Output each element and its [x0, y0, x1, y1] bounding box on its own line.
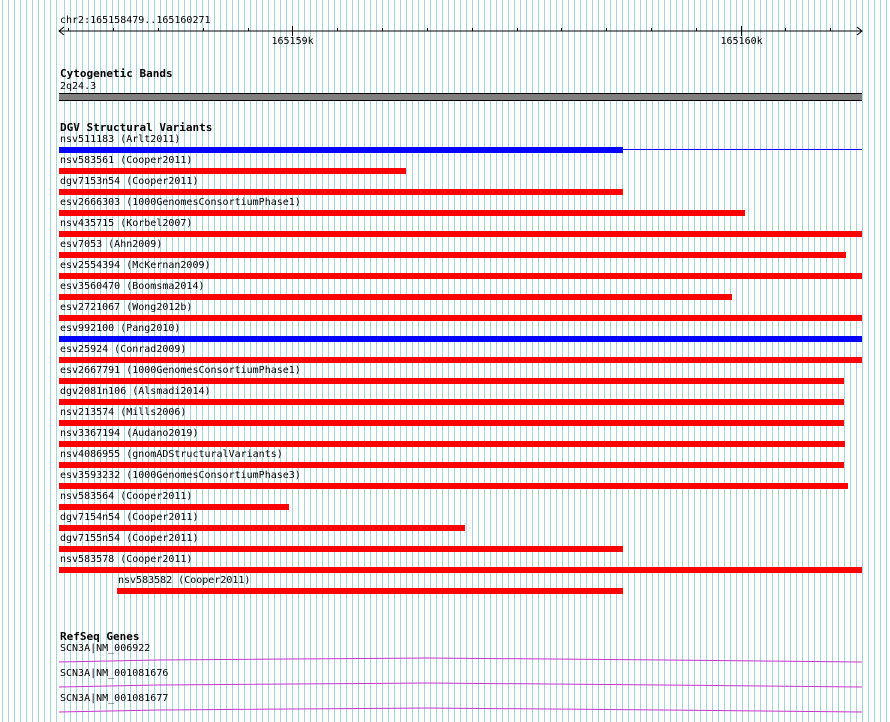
- ruler-tick-label: 165159k: [271, 36, 314, 47]
- variant-label[interactable]: dgv2081n106 (Alsmadi2014): [60, 386, 211, 397]
- variant-label[interactable]: dgv7153n54 (Cooper2011): [60, 176, 199, 187]
- variant-bar[interactable]: [59, 462, 844, 468]
- variant-bar[interactable]: [59, 441, 845, 447]
- variant-label[interactable]: dgv7155n54 (Cooper2011): [60, 533, 199, 544]
- variant-label[interactable]: nsv511183 (Arlt2011): [60, 134, 181, 145]
- track-title-refseq: RefSeq Genes: [60, 630, 140, 643]
- variant-bar[interactable]: [59, 546, 623, 552]
- variant-bar[interactable]: [59, 336, 862, 342]
- variant-label[interactable]: esv7053 (Ahn2009): [60, 239, 163, 250]
- variant-label[interactable]: esv2721067 (Wong2012b): [60, 302, 193, 313]
- gene-intron-line: [59, 683, 862, 687]
- variant-label[interactable]: esv25924 (Conrad2009): [60, 344, 187, 355]
- variant-bar[interactable]: [59, 525, 465, 531]
- variant-label[interactable]: nsv4086955 (gnomADStructuralVariants): [60, 449, 283, 460]
- track-title-dgv: DGV Structural Variants: [60, 121, 213, 134]
- variant-bar[interactable]: [59, 357, 862, 363]
- variant-bar[interactable]: [59, 420, 844, 426]
- gene-label[interactable]: SCN3A|NM_001081677: [60, 693, 169, 704]
- variant-bar[interactable]: [59, 210, 745, 216]
- gene-label[interactable]: SCN3A|NM_006922: [60, 643, 151, 654]
- variant-label[interactable]: nsv583578 (Cooper2011): [60, 554, 193, 565]
- variant-bar[interactable]: [59, 168, 406, 174]
- variant-bar[interactable]: [59, 231, 862, 237]
- variant-label[interactable]: nsv435715 (Korbel2007): [60, 218, 193, 229]
- variant-bar[interactable]: [59, 483, 848, 489]
- variant-label[interactable]: nsv583561 (Cooper2011): [60, 155, 193, 166]
- variant-label[interactable]: esv3560470 (Boomsma2014): [60, 281, 205, 292]
- variant-label[interactable]: esv992100 (Pang2010): [60, 323, 181, 334]
- variant-label[interactable]: esv2554394 (McKernan2009): [60, 260, 211, 271]
- variant-bar[interactable]: [59, 252, 846, 258]
- track-title-cytogenetic-bands: Cytogenetic Bands: [60, 67, 173, 80]
- variant-bar[interactable]: [117, 588, 623, 594]
- variant-bar[interactable]: [59, 567, 862, 573]
- variant-bar[interactable]: [59, 147, 623, 153]
- variant-bar[interactable]: [59, 189, 623, 195]
- variant-label[interactable]: dgv7154n54 (Cooper2011): [60, 512, 199, 523]
- ruler-tick-label: 165160k: [720, 36, 763, 47]
- variant-label[interactable]: esv3593232 (1000GenomesConsortiumPhase3): [60, 470, 301, 481]
- variant-label[interactable]: esv2666303 (1000GenomesConsortiumPhase1): [60, 197, 301, 208]
- variant-bar[interactable]: [59, 399, 844, 405]
- variant-label[interactable]: nsv3367194 (Audano2019): [60, 428, 199, 439]
- variant-bar[interactable]: [59, 315, 862, 321]
- variant-label[interactable]: nsv583564 (Cooper2011): [60, 491, 193, 502]
- variant-label[interactable]: nsv583582 (Cooper2011): [118, 575, 251, 586]
- variant-bar[interactable]: [59, 504, 289, 510]
- variant-label[interactable]: nsv213574 (Mills2006): [60, 407, 187, 418]
- variant-bar[interactable]: [59, 294, 732, 300]
- gene-intron-line: [59, 708, 862, 712]
- gene-label[interactable]: SCN3A|NM_001081676: [60, 668, 169, 679]
- variant-bar[interactable]: [59, 273, 862, 279]
- variant-bar[interactable]: [59, 378, 844, 384]
- region-label: chr2:165158479..165160271: [60, 15, 211, 26]
- cytoband-bar[interactable]: [59, 93, 862, 101]
- variant-label[interactable]: esv2667791 (1000GenomesConsortiumPhase1): [60, 365, 301, 376]
- cytoband-label: 2q24.3: [60, 81, 97, 92]
- gene-intron-line: [59, 658, 862, 662]
